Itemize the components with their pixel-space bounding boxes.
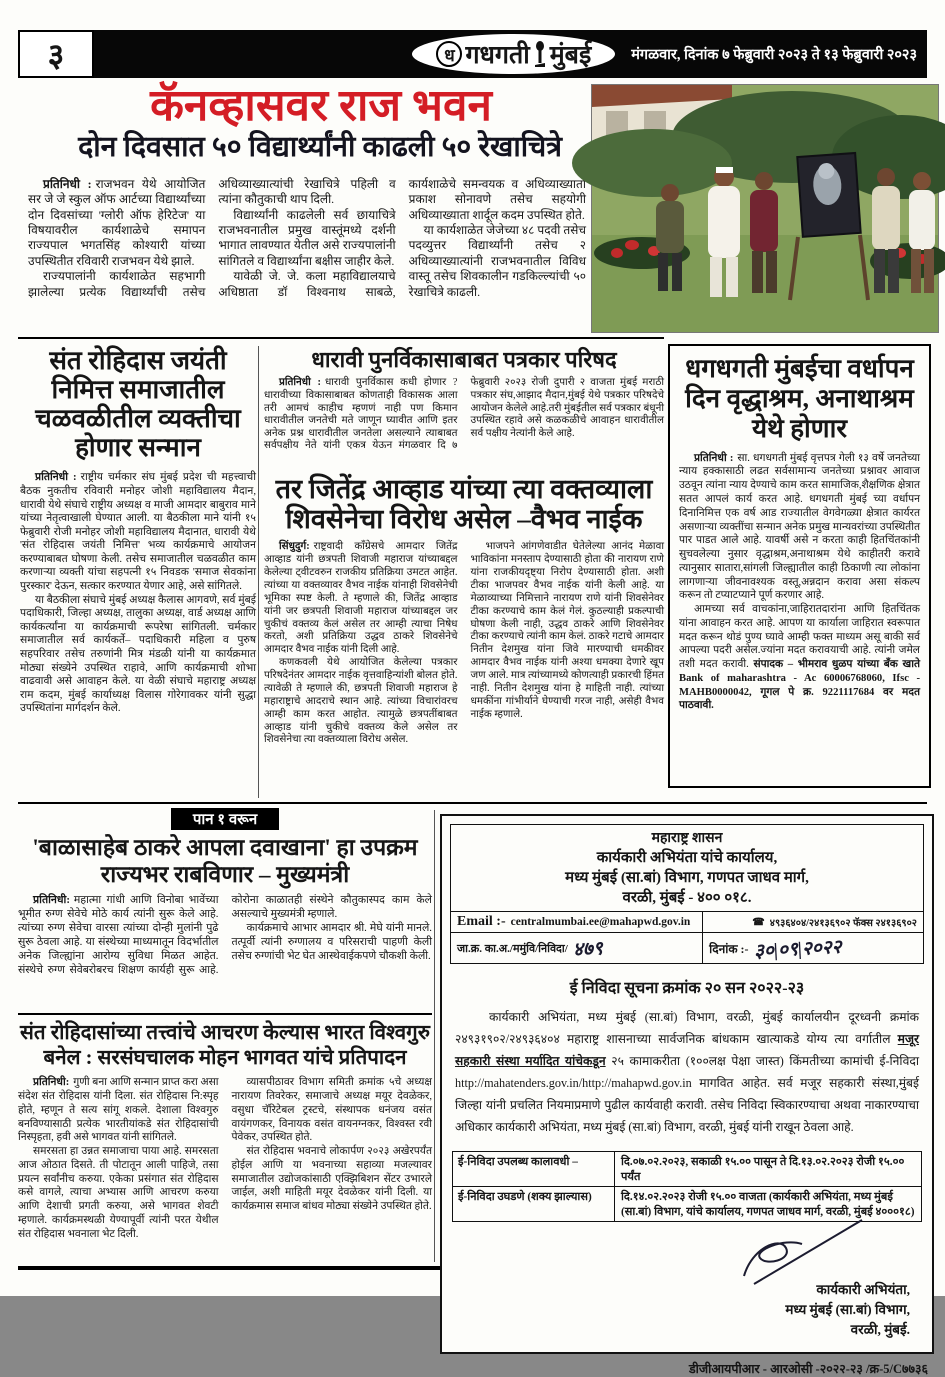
tender-text: मागवित आहेत. सर्व मजूर सहकारी संस्था,मुंबई जिल्हा यांनी प्रचलित नियमाप्रमाणे पुढील कार्यवाही करावी. तसेच निविदा स्विकारण्याचा अथवा नाकारण्याचा अधिकार कार्यकारी अभियंता, मध्य मुंबई (सा.बां) विभाग, वरळी, मुंबई यांनी राखून ठेवला आहे. (455, 1075, 919, 1134)
article-headline: तर जितेंद्र आव्हाड यांच्या त्या वक्तव्याला शिवसेनेचा विरोध असेल –वैभव नाईक (275, 474, 653, 535)
signature-scribble (714, 1218, 864, 1288)
table-cell: ई-निविदा उपलब्ध कालावधी – (453, 1152, 615, 1186)
byline: प्रतिनिधी : (35, 471, 77, 484)
phone-icon: ☎ (752, 916, 765, 928)
signatory-division: मध्य मुंबई (सा.बां) विभाग, (785, 1301, 910, 1317)
tender-url: http://mahatenders.gov.in/http://mahapwd.gov.in (455, 1075, 692, 1090)
lead-headline: कॅनव्हासवर राज भवन (150, 81, 492, 130)
torch-icon (533, 41, 547, 67)
signatory-title: कार्यकारी अभियंता, (816, 1281, 910, 1297)
tender-letterhead (450, 824, 924, 912)
article-headline: धगधगती मुंबईचा वर्धापन दिन वृद्धाश्रम, अनाथाश्रम येथे होणार (685, 354, 914, 443)
article-clinic (18, 834, 432, 1006)
article-paragraph: गुणी बना आणि सन्मान प्राप्त करा असा संदेश संत रोहिदास यांनी दिला. संत रोहिदास नि:स्पृह होते, म्हणून ते सत्य सांगू शकले. देशाला विश्वगुरु बनविण्यासाठी प्रत्येक भारतीयांकडे संत रोहिदासांची निस्पृहता, हवी असे भागवत यांनी सांगितले. (18, 1077, 219, 1144)
masthead-initial: ध (436, 41, 462, 67)
event-photo (591, 84, 939, 333)
ref-label: जा.क्र. का.अ./ममुंवि/निविदा/ (457, 942, 568, 955)
dgipr-code: डीजीआयपीआर - आरओसी -२०२२-२३ /क्र-5/C७७३६ (688, 1362, 928, 1377)
masthead-logo (412, 34, 615, 74)
photo-illustration (592, 85, 938, 332)
article-paragraph: सा. धगधगती मुंबई वृत्तपत्र गेली १३ वर्षे जनतेच्या न्याय हक्कासाठी लढत सर्वसामान्य जनतेच्या प्रश्नावर आवाज उठवून त्यांना न्याय देण्याचे काम करत सामाजिक,शैक्षणिक क्षेत्रात सतत आपलं कार्य करत आहे. धगधगती मुंबई च्या वर्धापन दिनानिमित्त एक वर्ष आड राज्यातील वेगवेगळ्या क्षेत्रात कार्यरत असणाऱ्या व्यक्तींचा सन्मान अनेक प्रमुख मान्यवरांच्या उपस्थितीत पार पाडत आले आहे. यावर्षी असे न करता काही हितचिंतकांनी सुचवलेल्या नुसार वृद्धाश्रम,अनाथाश्रम येथे काहीतरी करावे त्यानुसार सातारा,सांगली जिल्ह्यातील काही ठिकाणी त्या लोकांना लागणाऱ्या जीवनावश्यक वस्तू,अन्नदान करावा असा संकल्प करून तो टप्याटप्याने पूर्ण करणार आहे. (679, 452, 920, 602)
article-paragraph: कणकवली येथे आयोजित केलेल्या पत्रकार परिषदेनंतर आमदार नाईक वृत्तवाहिन्यांशी बोलत होते. त्यावेळी ते म्हणाले की, छत्रपती शिवाजी महाराज हे महाराष्ट्राचे आदराचे स्थान आहे. त्यांच्या विचारांवरच आम्ही काम करत आहोत. त्यामुळे छत्रपतींबाबत आव्हाड यांनी चुकीचे वक्तव्य केले असेल तर शिवसेनेचा त्या वक्तव्याला विरोध असेल. (264, 657, 458, 746)
article-paragraph: राष्ट्रीय चर्मकार संघ मुंबई प्रदेश ची महत्त्वाची बैठक नुकतीच रविवारी मनोहर जोशी महाविद्यालय मैदान, धारावी येथे संघाचे राष्ट्रीय अध्यक्ष व माजी आमदार बाबुराव माने यांच्या नेतृत्वाखाली घेण्यात आली. या बैठकीला माने यांनी १५ फेब्रुवारी रोजी मनोहर जोशी महाविद्यालय मैदानात, धारावी येथे 'संत रोहिदास जयंती निमित्त' भव्य कार्यक्रमाचे आयोजन करण्याबाबत घोषणा केली. तसेच समाजातील चळवळीत काम करणाऱ्या व्यक्ती यांचा सहपत्नी १५ निवडक 'समाज सेवकांना पुरस्कार' देऊन, सत्कार करण्यात येणार आहे, असे सांगितले. (20, 471, 256, 593)
column-divider (258, 346, 259, 798)
email-cell (451, 912, 703, 932)
continued-from-page1 (18, 808, 432, 1260)
bank-details: संपादक – भीमराव धुळप यांच्या बँक खाते Bank of maharashtra - Ac 60006768060, Ifsc - MAHB0000042, गूगल पे क्र. 9221117684 वर मदत पाठवावी. (679, 659, 920, 712)
article-paragraph: या बैठकीला संघाचे मुंबई अध्यक्ष कैलास आगवणे, सर्व मुंबई पदाधिकारी, जिल्हा अध्यक्ष, तालुका अध्यक्ष, वार्ड अध्यक्ष आणि कार्यकर्त्यांना या कार्यक्रमाची रूपरेषा सांगितली. चर्मकार समाजातील सर्व कार्यकर्ते– पदाधिकारी महिला व पुरुष सहपरिवार तसेच तरुणांनी मित्र मंडळी यांनी या कार्यक्रमात मोठ्या संख्येने उपस्थित राहावे, आणि कार्यक्रमाची शोभा वाढवावी असे आवाहन केले. या वेळी संघाचे महाराष्ट्र अध्यक्ष राम कदम, मुंबई कार्याध्यक्ष विलास गोरेगावकर यांनी सुद्धा उपस्थितांना मार्गदर्शन केले. (20, 593, 256, 715)
table-row (453, 1186, 921, 1221)
article-headline: संत रोहिदास जयंती निमित्त समाजातील चळवळीतील व्यक्तीचा होणार सन्मान (35, 346, 241, 463)
article-headline: धारावी पुनर्विकासाबाबत पत्रकार परिषद (311, 347, 617, 372)
table-row (453, 1152, 921, 1186)
byline: प्रतिनिधी : (43, 177, 92, 191)
tender-schedule-table (452, 1151, 922, 1222)
table-cell: दि.०७.०२.२०२३, सकाळी १५.०० पासून ते दि.१३.०२.२०२३ रोजी १५.०० पर्यंत (621, 1155, 905, 1183)
divider (18, 802, 927, 804)
date-label: दिनांक :- (709, 941, 749, 956)
divider (18, 337, 664, 339)
continued-tag: पान १ वरून (171, 808, 279, 830)
lead-p5: या कार्यशाळेत जेजेच्या ४८ पदवी तसेच पदव्युत्तर विद्यार्थ्यांनी तसेच २ अधिव्याख्यात्यांनी राजभवनातील विविध वास्तू तसेच शिवकालीन गडकिल्ल्यांची ५० रेखाचित्रे काढली. (408, 223, 586, 299)
date-handwritten: ३०|०९|२०२२ (753, 936, 842, 963)
article-headline: 'बाळासाहेब ठाकरे आपला दवाखाना' हा उपक्रम राज्यभर राबविणार – मुख्यमंत्री (32, 835, 418, 888)
signatory-place: वरळी, मुंबई. (850, 1322, 910, 1338)
lead-p4: यावेळी जे. जे. कला महाविद्यालयाचे अधिष्ठाता डॉ विश्वनाथ साबळे, कार्यशाळेचे समन्वयक व अधिव्याख्याता प्रकाश सोनावणे तसेच सहयोगी अधिव्याख्याता शार्दूल कदम उपस्थित होते. (218, 177, 586, 299)
tender-title: ई निविदा सूचना क्रमांक २० सन २०२२-२३ (569, 980, 805, 997)
masthead-name: गधगती (465, 42, 530, 69)
byline: प्रतिनिधी : (279, 377, 321, 389)
lead-subheadline: दोन दिवसात ५० विद्यार्थ्यांनी काढली ५० रेखाचित्रे (78, 132, 562, 163)
byline: प्रतिनिधी : (694, 452, 734, 464)
article-paragraph: भाजपने आंगणेवाडीत घेतेलेल्या आनंद मेळावा भाविकांना मनस्ताप देण्यासाठी होता की नारायण राणे यांना राजकीयदृष्ट्या निरोप देण्यासाठी होता. अशी टीका भाजपवर वैभव नाईक यांनी केली आहे. या मेळाव्याच्या निमित्ताने नारायण राणे यांनी शिवसेनेवर टीका करण्याचे काम केलं गेलं. कुठल्याही प्रकल्पाची घोषणा केली नाही, उद्धव ठाकरे आणि शिवसेनेवर टीका करण्याचे त्यांनी काम केलं. ठाकरे गटाचे आमदार नितीन देशमुख यांना जिवे मारण्याची धमकीवर आमदार वैभव नाईक यांनी अश्या धमक्या देणारे खूप जण आले. मात्र त्यांच्यामध्ये कोणत्याही प्रकारची हिंमत नाही. नितीन देशमुख यांना हे माहिती नाही. त्यांच्या धमकींना गांभीर्याने घेण्याची गरज नाही, असेही वैभव नाईक म्हणाले. (470, 541, 664, 720)
tender-notice (440, 814, 934, 1377)
column-divider (434, 810, 435, 1262)
signature-block (464, 1232, 910, 1341)
phone-numbers: ४९३६४०४/२४१३६९०२ फॅक्स २४१३६९०२ (769, 918, 917, 929)
email-value: centralmumbai.ee@mahapwd.gov.in (510, 916, 691, 928)
table-cell: ई-निविदा उघडणे (शक्य झाल्यास) (453, 1187, 615, 1221)
article-paragraph: धारावी पुनर्विकास कधी होणार ? धारावीच्या विकासाबाबत कोणताही विकासक आला तरी आमचं काहीच म्हणणं नाही पण किमान धारावीतील जनतेची मते जाणून घ्यावीत आणि इतर अनेक प्रश्न धारावीतील जनतेला असल्याने त्याबाबत सर्वपक्षीय नेते यांनी एकत्र येऊन मंगळवार दि ७ फेब्रुवारी २०२३ रोजी दुपारी २ वाजता मुंबई मराठी पत्रकार संघ,आझाद मैदान,मुंबई येथे पत्रकार परिषदेचे आयोजन केलेले आहे.तरी मुंबईतील सर्व पत्रकार बंधूनी उपस्थित रहावे असे कळकळीचे आवाहन धारावीतील सर्व पक्षीय नेत्यांनी केले आहे. (264, 377, 664, 452)
article-rohidas-jayanti (20, 346, 256, 800)
lead-p1: राजभवन येथे आयोजित सर जे जे स्कुल ऑफ आर्टच्या विद्यार्थ्यांच्या दोन दिवसांच्या 'ग्लोरी ऑफ हेरिटेज' या विषयावरील कार्यशाळेचे समापन राज्यपाल भगतसिंह कोश्यारी यांच्या उपस्थितीत रविवारी राजभवन येथे झाले. (28, 177, 206, 268)
tender-box (440, 814, 934, 1354)
article-headline: संत रोहिदासांच्या तत्त्वांचे आचरण केल्यास भारत विश्वगुरु बनेल : सरसंघचालक मोहन भागवत यांचे प्रतिपादन (20, 1022, 430, 1070)
dateline: सिंधुदुर्ग: (279, 541, 310, 553)
phone-cell (703, 912, 923, 932)
article-dharavi (264, 348, 664, 470)
division-line: मध्य मुंबई (सा.बां) विभाग, गणपत जाधव मार्ग, (565, 870, 809, 886)
govt-name: महाराष्ट्र शासन (651, 831, 723, 846)
article-paragraph: कार्यक्रमाचे आभार आमदार श्री. मेघे यांनी मानले. तत्पूर्वी त्यांनी रुग्णालय व परिसराची पाहणी केली तसेच रुग्णांची भेट घेत आस्थेवाईकपणे चौकशी केली. (231, 922, 432, 963)
page-number: ३ (18, 30, 94, 78)
office-name: कार्यकारी अभियंता यांचे कार्यालय, (596, 850, 778, 866)
article-bhagwat (18, 1021, 432, 1308)
masthead-city: मुंबई (549, 42, 592, 69)
tender-body (455, 1007, 919, 1139)
article-anniversary (668, 344, 931, 788)
contact-row (450, 912, 924, 933)
email-label: Email :- (457, 914, 506, 929)
article-paragraph: महात्मा गांधी आणि विनोबा भावेंच्या भूमीत रुग्ण सेवेचे मोठे कार्य त्यांनी सुरू केले आहे. त्यांच्या रुग्ण सेवेचा वारसा त्यांच्या दोन्ही मुलांनी पुढे सुरू ठेवला आहे. या संस्थेच्या माध्यमातून विदर्भातील अनेक जिल्ह्यांना आरोग्य सुविधा मिळत आहेत. संस्थेचे रुग्ण सेवेबरोबरच शिक्षण कार्यही सुरू आहे. कोरोना काळातही संस्थेने कौतुकास्पद काम केले असल्याचे मुख्यमंत्री म्हणाले. (18, 894, 432, 977)
tender-emphasis: मजूर सहकारी संस्था मर्यादित यांचेकडून (455, 1031, 919, 1068)
tender-text: २५ कामाकरीता (१००लक्ष पेक्षा जास्त) किंमतीच्या कामांची ई-निविदा (605, 1053, 919, 1068)
article-paragraph: आमच्या सर्व वाचकांना,जाहिरातदारांना आणि हितचिंतक यांना आवाहन करत आहे. आपण या कार्याला जाहिरात स्वरूपात मदत करून थोडं पुण्य घ्यावे आम्ही फक्त माध्यम असू बाकी सर्व आपल्या पदरी असेल.ज्यांना मदत करावयाची आहे. त्यांनी जमेल तशी मदत करावी. (679, 604, 920, 671)
date-cell (703, 933, 923, 963)
ref-cell (451, 933, 703, 963)
article-paragraph: संत रोहिदास भवनाचे लोकार्पण २०२३ अखेरपर्यंत होईल आणि या भवनाच्या सहाव्या मजल्यावर समाजातील उद्योजकांसाठी एक्झिबिशन सेंटर उभारले जाईल, अशी माहिती मयूर देवळेकर यांनी दिली. या कार्यक्रमास समाज बांधव मोठ्या संख्येने उपस्थित होते. (231, 1146, 432, 1213)
edition-date: मंगळवार, दिनांक ७ फेब्रुवारी २०२३ ते १३ फेब्रुवारी २०२३ (631, 47, 917, 63)
article-awhad (264, 474, 664, 800)
article-paragraph: राष्ट्रवादी काँग्रेसचे आमदार जितेंद्र आव्हाड यांनी छत्रपती शिवाजी महाराज यांच्याबद्दल केलेल्या ट्वीटवरुन राजकीय प्रतिक्रिया उमटत आहेत. त्यांच्या या वक्तव्यावर वैभव नाईक यांनाही शिवसेनेची भूमिका स्पष्ट केली. ते म्हणाले की, जितेंद्र आव्हाड यांनी जर छत्रपती शिवाजी महाराज यांच्याबद्दल जर चुकीचं वक्तव्य केलं असेल तर आम्ही त्याचा निषेध करतो, अशी प्रतिक्रिया उद्धव ठाकरे शिवसेनेचे आमदार वैभव नाईक यांनी दिली आहे. (264, 541, 458, 656)
lead-p2: राज्यपालांनी कार्यशाळेत सहभागी झालेल्या प्रत्येक विद्यार्थ्यांची तसेच अधिव्याख्यात्यांची रेखाचित्रे पहिली व त्यांना कौतुकाची थाप दिली. (28, 177, 396, 299)
tender-text: कार्यकारी अभियंता, मध्य मुंबई (सा.बां) विभाग, वरळी, मुंबई कार्यालयीन दूरध्वनी क्रमांक २४९३१९०२/२४९३६४०४ महाराष्ट्र शासनाच्या सार्वजनिक बांधकाम खात्याकडे योग्य त्या वर्गातील (455, 1010, 919, 1046)
ref-number-handwritten: ४७९ (572, 938, 604, 961)
table-cell: दि.१४.०२.२०२३ रोजी १५.०० वाजता (कार्यकारी अभियंता, मध्य मुंबई (सा.बां) विभाग, यांचे कार्यालय, गणपत जाधव मार्ग, वरळी, मुंबई ४०००१८) (621, 1190, 915, 1218)
lead-p3: विद्यार्थ्यांनी काढलेली सर्व छायाचित्रे राजभवनातील प्रमुख वास्तूंमध्ये दर्शनी भागात लावण्यात येतील असे राज्यपालांनी सांगितले व विद्यार्थ्यांना बक्षीस जाहीर केले. (218, 207, 396, 268)
divider (18, 1013, 432, 1015)
reference-row (450, 933, 924, 964)
article-paragraph: व्यासपीठावर विभाग समिती क्रमांक ५चे अध्यक्ष नारायण तिवरेकर, समाजाचे अध्यक्ष मयूर देवळेकर, वसुधा चॅरिटेबल ट्रस्टचे, संस्थापक धनंजय वसंत वायंगणकर, विनायक वसंत वायनग्नकर, विश्वस्त रवी पेवेकर, उपस्थित होते. (231, 1077, 432, 1144)
address-line: वरळी, मुंबई - ४०० ०१८. (622, 890, 752, 906)
byline: प्रतिनिधी: (33, 1077, 70, 1089)
byline: प्रतिनिधी: (33, 894, 70, 907)
masthead-bar (18, 30, 927, 78)
lead-article-body (28, 177, 586, 334)
article-paragraph: समरसता हा उन्नत समाजाचा पाया आहे. समरसता आज ओठात दिसते. ती पोटातून आली पाहिजे, तसा प्रयत्न सर्वांनीच करुया. एकेका प्रसंगात संत रोहिदास कसे वागले, त्याचा अभ्यास आणि आचरण करुया आणि देशाची प्रगती करुया, असे भागवत शेवटी म्हणाले. कार्यक्रमस्थळी येण्यापूर्वी त्यांनी परत येथील संत रोहिदास भवनाला भेट दिली. (18, 1146, 219, 1240)
